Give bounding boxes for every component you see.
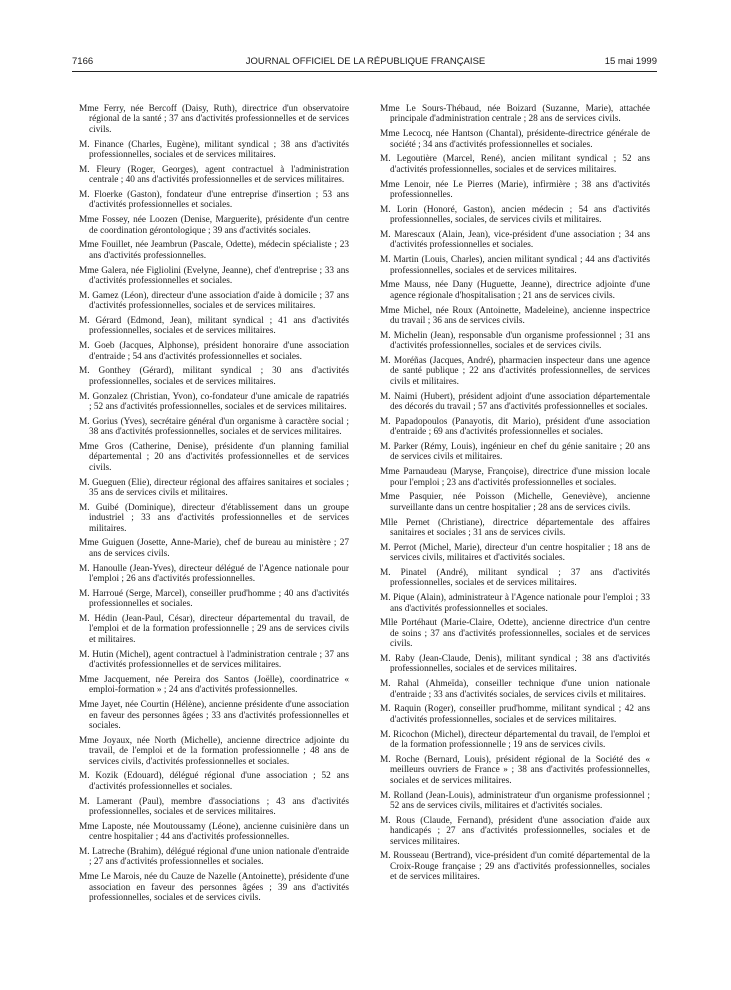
list-item: M. Papadopoulos (Panayotis, dit Mario), président d'une association d'entraide ; 69 ans d'activités professionnelles et sociales. (380, 416, 650, 438)
list-item: M. Gueguen (Elie), directeur régional des affaires sanitaires et sociales ; 35 ans de services civils et militaires. (79, 477, 349, 499)
list-item: M. Gonzalez (Christian, Yvon), co-fondateur d'une amicale de rapatriés ; 52 ans d'activités professionnelles, sociales et de services militaires. (79, 391, 349, 413)
list-item: M. Guibé (Dominique), directeur d'établissement dans un groupe industriel ; 33 ans d'activités professionnelles et de services militaires. (79, 502, 349, 534)
list-item: M. Lamerant (Paul), membre d'associations ; 43 ans d'activités professionnelles, sociales et de services militaires. (79, 796, 349, 817)
list-item: M. Marescaux (Alain, Jean), vice-président d'une association ; 34 ans d'activités professionnelles et sociales. (380, 230, 650, 251)
list-item: Mme Lecocq, née Hantson (Chantal), présidente-directrice générale de société ; 34 ans d'activités professionnelles et sociales. (380, 129, 650, 150)
list-item: Mme Laposte, née Moutoussamy (Léone), ancienne cuisinière dans un centre hospitalier ; 44 ans d'activités professionnelles. (79, 821, 349, 843)
list-item: M. Perrot (Michel, Marie), directeur d'un centre hospitalier ; 18 ans de services civils, militaires et d'activités sociales. (380, 542, 650, 564)
list-item: M. Naimi (Hubert), président adjoint d'une association départementale des décorés du travail ; 57 ans d'activités professionnelles et sociales. (380, 391, 650, 413)
list-item: M. Hanoulle (Jean-Yves), directeur délégué de l'Agence nationale pour l'emploi ; 26 ans d'activités professionnelles. (79, 563, 349, 585)
list-item: M. Pique (Alain), administrateur à l'Agence nationale pour l'emploi ; 33 ans d'activités professionnelles et sociales. (380, 593, 650, 614)
list-item: Mme Ferry, née Bercoff (Daisy, Ruth), directrice d'un observatoire régional de la santé ; 37 ans d'activités professionnelles et de services civils. (79, 104, 349, 135)
list-item: M. Raby (Jean-Claude, Denis), militant syndical ; 38 ans d'activités professionnelles, sociales et de services militaires. (380, 654, 650, 675)
list-item: M. Latreche (Brahim), délégué régional d'une union nationale d'entraide ; 27 ans d'activités professionnelles et sociales. (79, 846, 349, 868)
list-item: M. Fleury (Roger, Georges), agent contractuel à l'administration centrale ; 40 ans d'activités professionnelles et de services militaires. (79, 164, 349, 186)
page-number: 7166 (72, 56, 94, 67)
list-item: M. Roche (Bernard, Louis), président régional de la Société des « meilleurs ouvriers de France » ; 38 ans d'activités professionnelles, sociales et de services militaires. (380, 754, 650, 786)
list-item: Mme Lenoir, née Le Pierres (Marie), infirmière ; 38 ans d'activités professionnelles. (380, 179, 650, 201)
list-item: Mme Gros (Catherine, Denise), présidente d'un planning familial départemental ; 20 ans d'activités professionnelles et de services civils. (79, 442, 349, 473)
list-item: M. Moréñas (Jacques, André), pharmacien inspecteur dans une agence de santé publique ; 22 ans d'activités professionnelles, de services civils et militaires. (380, 356, 650, 387)
list-item: M. Martin (Louis, Charles), ancien militant syndical ; 44 ans d'activités professionnelles, sociales et de services militaires. (380, 255, 650, 276)
list-item: Mme Le Sours-Thébaud, née Boizard (Suzanne, Marie), attachée principale d'administration centrale ; 28 ans de services civils. (380, 104, 650, 125)
list-item: M. Goeb (Jacques, Alphonse), président honoraire d'une association d'entraide ; 54 ans d'activités professionnelles et sociales. (79, 341, 349, 362)
right-column (380, 104, 650, 887)
list-item: M. Harroué (Serge, Marcel), conseiller prud'homme ; 40 ans d'activités professionnelles et sociales. (79, 588, 349, 610)
list-item: M. Gonthey (Gérard), militant syndical ; 30 ans d'activités professionnelles, sociales et de services militaires. (79, 366, 349, 387)
header-rule (72, 71, 657, 72)
list-item: M. Hutin (Michel), agent contractuel à l'administration centrale ; 37 ans d'activités professionnelles et de services militaires. (79, 649, 349, 671)
list-item: Mme Joyaux, née North (Michelle), ancienne directrice adjointe du travail, de l'emploi et de la formation professionnelle ; 48 ans de services civils, d'activités professionnelles et sociales. (79, 735, 349, 767)
list-item: Mlle Portéhaut (Marie-Claire, Odette), ancienne directrice d'un centre de soins ; 37 ans d'activités professionnelles, sociales et de services civils. (380, 618, 650, 650)
list-item: M. Parker (Rémy, Louis), ingénieur en chef du génie sanitaire ; 20 ans de services civils et militaires. (380, 442, 650, 463)
list-item: M. Rolland (Jean-Louis), administrateur d'un organisme professionnel ; 52 ans de services civils, militaires et d'activités sociales. (380, 790, 650, 811)
left-column (79, 104, 349, 908)
list-item: M. Rahal (Ahmeïda), conseiller technique d'une union nationale d'entraide ; 33 ans d'activités sociales, de services civils et militaires. (380, 679, 650, 700)
list-item: M. Kozik (Edouard), délégué régional d'une association ; 52 ans d'activités professionnelles et sociales. (79, 771, 349, 792)
list-item: Mme Fouillet, née Jeambrun (Pascale, Odette), médecin spécialiste ; 23 ans d'activités professionnelles. (79, 240, 349, 261)
list-item: M. Michelin (Jean), responsable d'un organisme professionnel ; 31 ans d'activités professionnelles, sociales et de services civils. (380, 330, 650, 352)
list-item: M. Raquin (Roger), conseiller prud'homme, militant syndical ; 42 ans d'activités professionnelles, sociales et de services militaires. (380, 704, 650, 725)
list-item: Mme Guiguen (Josette, Anne-Marie), chef de bureau au ministère ; 27 ans de services civils. (79, 538, 349, 559)
list-item: Mme Jayet, née Courtin (Hélène), ancienne présidente d'une association en faveur des personnes âgées ; 33 ans d'activités professionnelles et sociales. (79, 700, 349, 731)
list-item: Mme Fossey, née Loozen (Denise, Marguerite), présidente d'un centre de coordination gérontologique ; 39 ans d'activités sociales. (79, 215, 349, 236)
list-item: M. Finance (Charles, Eugène), militant syndical ; 38 ans d'activités professionnelles, sociales et de services militaires. (79, 139, 349, 161)
list-item: Mme Mauss, née Dany (Huguette, Jeanne), directrice adjointe d'une agence régionale d'hospitalisation ; 21 ans de services civils. (380, 280, 650, 301)
list-item: M. Hédin (Jean-Paul, César), directeur départemental du travail, de l'emploi et de la formation professionnelle ; 29 ans de services civils et militaires. (79, 614, 349, 645)
list-item: M. Gérard (Edmond, Jean), militant syndical ; 41 ans d'activités professionnelles, sociales et de services militaires. (79, 316, 349, 337)
list-item: Mme Michel, née Roux (Antoinette, Madeleine), ancienne inspectrice du travail ; 36 ans de services civils. (380, 305, 650, 327)
publication-date: 15 mai 1999 (604, 56, 657, 67)
list-item: Mlle Pernet (Christiane), directrice départementale des affaires sanitaires et sociales ; 31 ans de services civils. (380, 517, 650, 539)
list-item: M. Floerke (Gaston), fondateur d'une entreprise d'insertion ; 53 ans d'activités professionnelles et sociales. (79, 190, 349, 211)
list-item: M. Lorin (Honoré, Gaston), ancien médecin ; 54 ans d'activités professionnelles, sociales, de services civils et militaires. (380, 204, 650, 226)
list-item: M. Legoutière (Marcel, René), ancien militant syndical ; 52 ans d'activités professionnelles, sociales et de services militaires. (380, 154, 650, 175)
list-item: Mme Le Marois, née du Cauze de Nazelle (Antoinette), présidente d'une association en faveur des personnes âgées ; 39 ans d'activités professionnelles, sociales et de services civils. (79, 872, 349, 903)
journal-title: JOURNAL OFFICIEL DE LA RÉPUBLIQUE FRANÇAISE (245, 56, 486, 67)
list-item: M. Ricochon (Michel), directeur départemental du travail, de l'emploi et de la formation professionnelle ; 19 ans de services civils. (380, 729, 650, 751)
list-item: Mme Parnaudeau (Maryse, Françoise), directrice d'une mission locale pour l'emploi ; 23 ans d'activités professionnelles et sociales. (380, 467, 650, 488)
list-item: M. Gamez (Léon), directeur d'une association d'aide à domicile ; 37 ans d'activités professionnelles, sociales et de services militaires. (79, 290, 349, 312)
list-item: M. Pinatel (André), militant syndical ; 37 ans d'activités professionnelles, sociales et de services militaires. (380, 568, 650, 589)
list-item: M. Gorius (Yves), secrétaire général d'un organisme à caractère social ; 38 ans d'activités professionnelles, sociales et de services militaires. (79, 416, 349, 438)
list-item: M. Rousseau (Bertrand), vice-président d'un comité départemental de la Croix-Rouge française ; 29 ans d'activités professionnelles, sociales et de services militaires. (380, 851, 650, 883)
list-item: Mme Jacquement, née Pereira dos Santos (Joëlle), coordinatrice « emploi-formation » ; 24 ans d'activités professionnelles. (79, 674, 349, 696)
list-item: Mme Galera, née Figliolini (Evelyne, Jeanne), chef d'entreprise ; 33 ans d'activités professionnelles et sociales. (79, 265, 349, 287)
list-item: M. Rous (Claude, Fernand), président d'une association d'aide aux handicapés ; 27 ans d'activités professionnelles, sociales et de services militaires. (380, 815, 650, 847)
list-item: Mme Pasquier, née Poisson (Michelle, Geneviève), ancienne surveillante dans un centre hospitalier ; 28 ans de services civils. (380, 492, 650, 513)
